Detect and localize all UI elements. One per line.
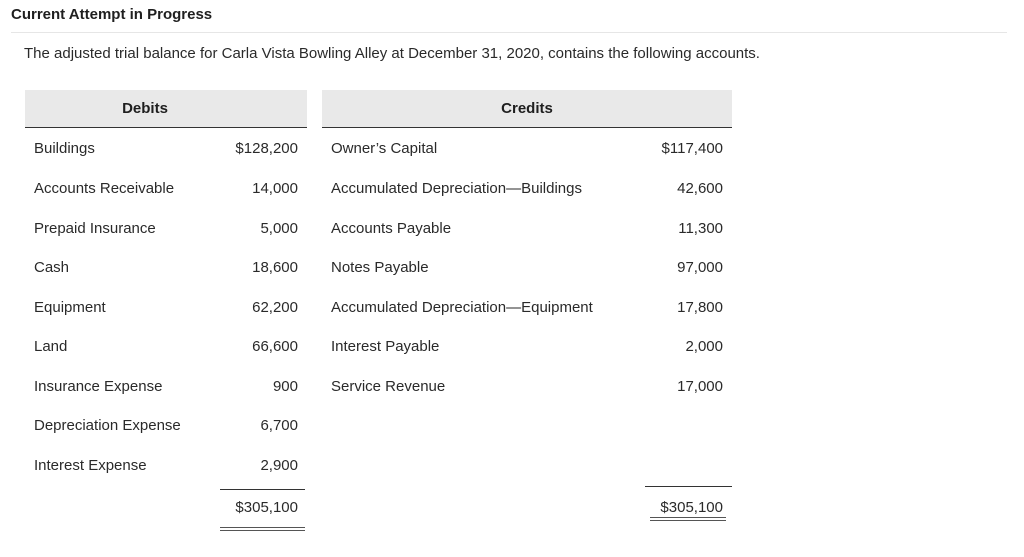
debit-amount: 2,900	[260, 457, 298, 474]
credit-total-rule	[645, 486, 732, 487]
debit-account: Depreciation Expense	[34, 417, 181, 434]
debit-amount: $128,200	[235, 140, 298, 157]
debit-account: Land	[34, 338, 68, 355]
page-title: Current Attempt in Progress	[11, 6, 213, 23]
table-row	[0, 407, 1024, 447]
table-row	[0, 447, 1024, 487]
credit-account: Interest Payable	[331, 338, 440, 355]
credit-amount: 11,300	[678, 220, 723, 237]
table-row	[0, 170, 1024, 210]
credits-column-header	[322, 90, 732, 128]
debit-total-double-underline	[220, 527, 305, 531]
debit-amount: 900	[272, 378, 298, 395]
credit-total-double-underline	[650, 517, 726, 521]
debit-account: Insurance Expense	[34, 378, 163, 395]
table-row	[0, 368, 1024, 408]
credit-amount: 17,000	[677, 378, 723, 395]
table-row	[0, 328, 1024, 368]
credits-header-label: Credits	[501, 100, 553, 117]
table-row	[0, 130, 1024, 170]
debit-account: Buildings	[34, 140, 95, 157]
credit-total: $305,100	[660, 499, 723, 516]
credit-amount: 97,000	[677, 259, 723, 276]
credit-amount: 42,600	[677, 180, 723, 197]
debit-account: Prepaid Insurance	[34, 220, 156, 237]
debits-header-label: Debits	[122, 100, 168, 117]
credit-account: Accounts Payable	[331, 220, 452, 237]
table-row	[0, 249, 1024, 289]
debit-account: Equipment	[34, 299, 106, 316]
credit-account: Service Revenue	[331, 378, 446, 395]
problem-statement: The adjusted trial balance for Carla Vista Bowling Alley at December 31, 2020, contains the following accounts.	[24, 45, 760, 62]
table-row	[0, 289, 1024, 329]
debit-amount: 62,200	[252, 299, 298, 316]
debit-amount: 18,600	[252, 259, 298, 276]
credit-account: Owner’s Capital	[331, 140, 438, 157]
credit-amount: 17,800	[677, 299, 723, 316]
debit-amount: 6,700	[260, 417, 298, 434]
debit-account: Cash	[34, 259, 70, 276]
credit-account: Notes Payable	[331, 259, 429, 276]
debit-amount: 14,000	[252, 180, 298, 197]
credit-account: Accumulated Depreciation—Buildings	[331, 180, 582, 197]
credit-amount: $117,400	[661, 140, 723, 157]
debit-total: $305,100	[235, 499, 298, 516]
debits-column-header	[25, 90, 307, 128]
debit-amount: 66,600	[252, 338, 298, 355]
table-row	[0, 210, 1024, 250]
debit-account: Accounts Receivable	[34, 180, 175, 197]
debit-total-rule	[220, 489, 305, 490]
credit-account: Accumulated Depreciation—Equipment	[331, 299, 593, 316]
header-divider	[11, 32, 1007, 33]
credit-amount: 2,000	[685, 338, 723, 355]
debit-account: Interest Expense	[34, 457, 147, 474]
debit-amount: 5,000	[260, 220, 298, 237]
